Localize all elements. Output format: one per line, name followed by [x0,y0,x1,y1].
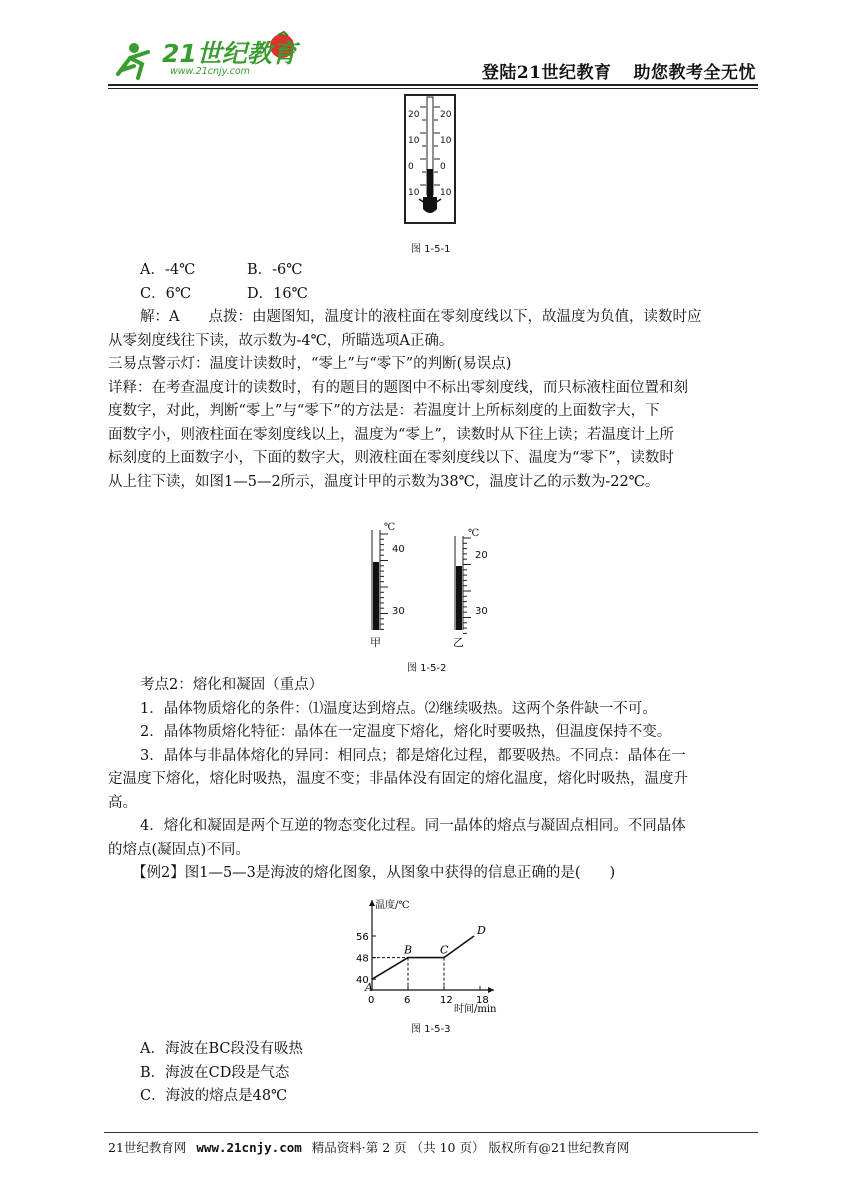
jia-top: 40 [392,544,405,555]
unit-jia: ℃ [384,522,396,533]
unit-yi: ℃ [468,528,480,539]
y-axis-label: 温度/℃ [375,900,410,911]
melting-chart-svg [340,894,520,1018]
x-tick-label: 18 [476,995,489,1006]
q1-opt-b: B．-6℃ [247,262,303,278]
header-slogan [482,58,756,83]
footer-url[interactable]: www.21cnjy.com [196,1140,302,1155]
q1-block [140,259,780,306]
label-yi: 乙 [453,636,464,649]
ex2-opt-c: C．海波的熔点是48℃ [140,1088,288,1104]
point-label-b: B [404,943,413,957]
tick-left-1: 10 [408,136,420,146]
header-rule [108,84,758,86]
q1-answer [108,306,768,494]
point-label-d: D [477,924,486,937]
ex2-options [140,1038,740,1109]
tick-left-3: 10 [408,188,420,198]
tip-line4: 标刻度的上面数字小，下面的数字大，则液柱面在零刻度线以下、温度为“零下”，读数时 [108,450,674,466]
x-tick-label: 0 [368,995,375,1006]
q1-opt-a: A．-4℃ [140,262,196,278]
point-label-a: A [365,981,373,995]
x-tick-label: 6 [404,995,411,1006]
tick-right-1: 10 [440,136,452,146]
q1-opt-c: C．6℃ [140,285,192,302]
tip-line2: 度数字，对此，判断“零上”与“零下”的方法是：若温度计上所标刻度的上面数字大，下 [108,403,660,419]
y-tick-label: 40 [356,975,369,987]
caption-152: 图 1-5-2 [407,663,447,674]
kp2-p1: 1．晶体物质熔化的条件：⑴温度达到熔点。⑵继续吸热。这两个条件缺一不可。 [140,700,657,717]
kp2-title: 考点2：熔化和凝固（重点） [140,677,324,693]
x-axis-arrow [488,987,494,993]
tick-left-2: 0 [408,162,414,172]
footer-info: 精品资料·第 2 页 （共 10 页） 版权所有@21世纪教育网 [311,1140,630,1155]
kp2-p3a: 3．晶体与非晶体熔化的异同：相同点；都是熔化过程，都要吸热。不同点：晶体在一 [140,747,686,764]
tick-right-2: 0 [440,162,446,172]
tip-line1: 详释：在考查温度计的读数时，有的题目的题图中不标出零刻度线，而只标液柱面位置和刻 [108,379,688,396]
x-axis-label: 时间/min [454,1004,497,1015]
logo-text: 21世纪教育 [162,39,297,68]
yi-top: 20 [475,550,488,561]
kp2-p2: 2．晶体物质熔化特征：晶体在一定温度下熔化，熔化时要吸热，但温度保持不变。 [140,724,672,740]
y-tick-label: 56 [356,932,369,943]
footer [108,1138,629,1156]
kp2-p3c: 高。 [108,794,137,811]
kp2-p3b: 定温度下熔化，熔化时吸热，温度不变；非晶体没有固定的熔化温度，熔化时吸热，温度升 [108,771,688,787]
logo-url: www.21cnjy.com [170,66,250,77]
ex2-stem: 【例2】图1—5—3是海波的熔化图象，从图象中获得的信息正确的是( ) [132,865,616,881]
caption-153: 图 1-5-3 [411,1024,451,1035]
kp2-p4b: 的熔点(凝固点)不同。 [108,841,250,858]
kp2-block [108,674,768,886]
two-thermometers-icon [360,522,510,650]
y-tick-label: 48 [356,953,369,965]
label-jia: 甲 [370,636,381,649]
tick-right-0: 20 [440,110,452,120]
q1-ans-line1: 解：A 点拨：由题图知，温度计的液柱面在零刻度线以下，故温度为负值，读数时应 [140,309,702,325]
thermometer-fig-151 [403,93,457,225]
header-rule-thin [108,88,758,89]
tick-left-0: 20 [408,110,420,120]
slogan-left: 登陆21世纪教育 [481,63,612,83]
point-label-c: C [440,943,449,957]
tip-title: 三易点警示灯：温度计读数时，“零上”与“零下”的判断(易误点) [108,356,512,372]
jia-bottom: 30 [392,606,405,617]
yi-bottom: 30 [475,606,488,617]
slogan-right: 助您教考全无忧 [633,63,756,83]
kp2-p4a: 4．熔化和凝固是两个互逆的物态变化过程。同一晶体的熔点与凝固点相同。不同晶体 [140,818,686,834]
q1-opt-d: D．16℃ [247,285,308,302]
footer-site: 21世纪教育网 [108,1140,187,1155]
q1-ans-line2: 从零刻度线往下读，故示数为-4℃，所瞄选项A正确。 [108,332,454,349]
ex2-opt-b: B．海波在CD段是气态 [140,1064,290,1081]
footer-rule [104,1132,758,1133]
caption-151: 图 1-5-1 [411,244,451,255]
tick-right-3: 10 [440,188,452,198]
tip-line3: 面数字小，则液柱面在零刻度线以上，温度为“零上”，读数时从下往上读；若温度计上所 [108,426,674,443]
x-tick-label: 12 [440,995,453,1006]
melting-chart [340,894,520,1018]
ex2-opt-a: A．海波在BC段没有吸热 [140,1041,303,1057]
tip-line5: 从上往下读，如图1—5—2所示，温度计甲的示数为38℃，温度计乙的示数为-22℃。 [108,473,660,490]
thermometers-fig-152 [360,522,510,650]
